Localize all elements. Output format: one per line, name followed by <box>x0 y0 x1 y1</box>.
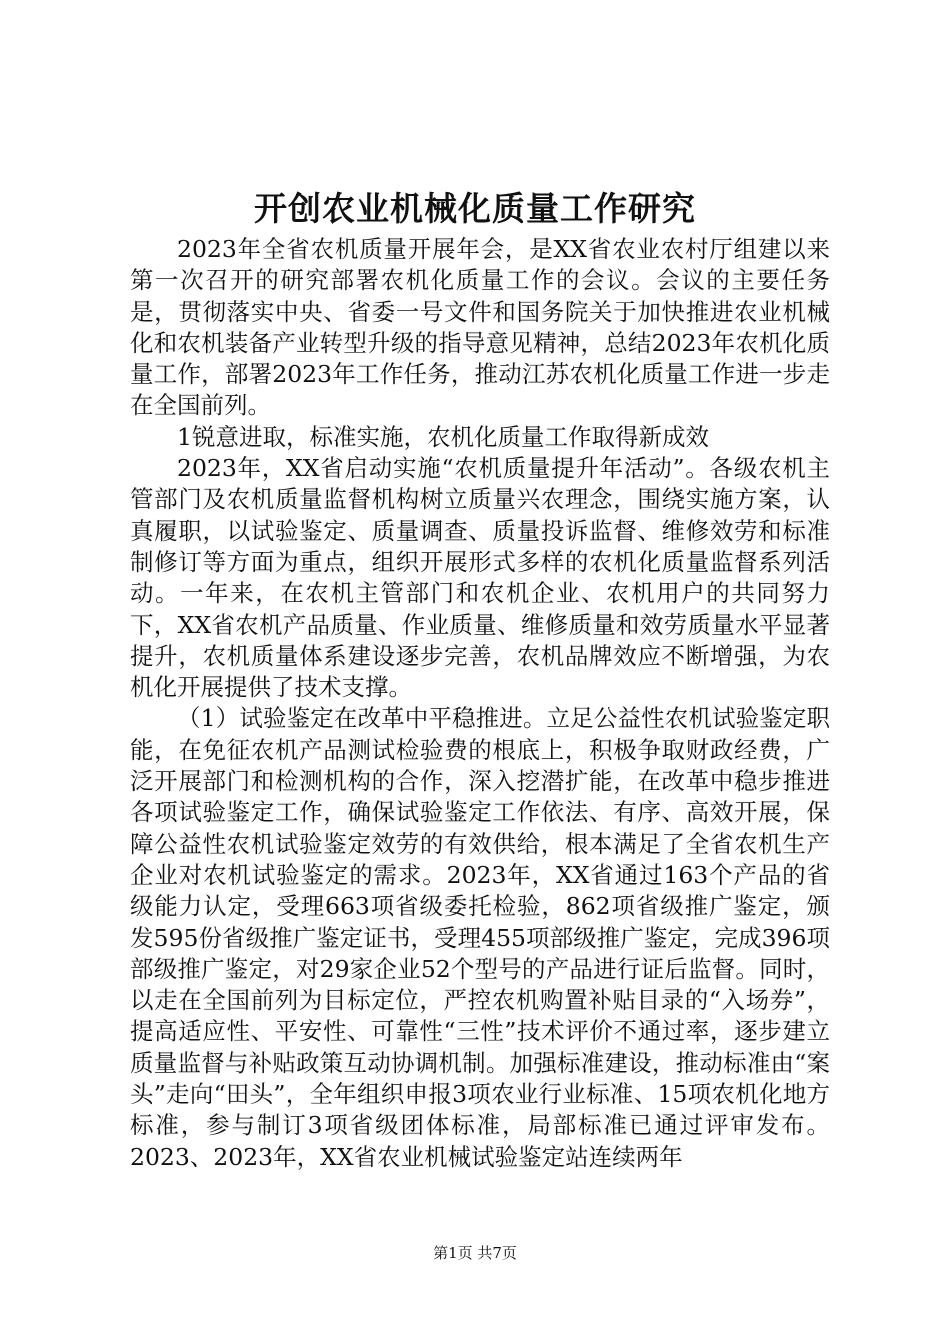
document-body <box>130 234 830 1173</box>
paragraph-testing-appraisal: （1）试验鉴定在改革中平稳推进。立足公益性农机试验鉴定职能，在免征农机产品测试检验费的根底上，积极争取财政经费，广泛开展部门和检测机构的合作，深入挖潜扩能，在改革中稳步推进各项试验鉴定工作，确保试验鉴定工作依法、有序、高效开展，保障公益性农机试验鉴定效劳的有效供给，根本满足了全省农机生产企业对农机试验鉴定的需求。2023年，XX省通过163个产品的省级能力认定，受理663项省级委托检验，862项省级推广鉴定，颁发595份省级推广鉴定证书，受理455项部级推广鉴定，完成396项部级推广鉴定，对29家企业52个型号的产品进行证后监督。同时，以走在全国前列为目标定位，严控农机购置补贴目录的“入场券”，提高适应性、平安性、可靠性“三性”技术评价不通过率，逐步建立质量监督与补贴政策互动协调机制。加强标准建设，推动标准由“案头”走向“田头”，全年组织申报3项农业行业标准、15项农机化地方标准，参与制订3项省级团体标准，局部标准已通过评审发布。2023、2023年，XX省农业机械试验鉴定站连续两年 <box>130 704 830 1171</box>
section-heading: 1锐意进取，标准实施，农机化质量工作取得新成效 <box>177 422 709 451</box>
paragraph-intro: 2023年全省农机质量开展年会，是XX省农业农村厅组建以来第一次召开的研究部署农机化质量工作的会议。会议的主要任务是，贯彻落实中央、省委一号文件和国务院关于加快推进农业机械化和农机装备产业转型升级的指导意见精神，总结2023年农机化质量工作，部署2023年工作任务，推动江苏农机化质量工作进一步走在全国前列。 <box>130 235 830 420</box>
page-number-footer: 第1页 共7页 <box>433 1244 517 1262</box>
paragraph-quality-year: 2023年，XX省启动实施“农机质量提升年活动”。各级农机主管部门及农机质量监督机构树立质量兴农理念，围绕实施方案，认真履职，以试验鉴定、质量调查、质量投诉监督、维修效劳和标准制修订等方面为重点，组织开展形式多样的农机化质量监督系列活动。一年来，在农机主管部门和农机企业、农机用户的共同努力下，XX省农机产品质量、作业质量、维修质量和效劳质量水平显著提升，农机质量体系建设逐步完善，农机品牌效应不断增强，为农机化开展提供了技术支撑。 <box>130 454 830 702</box>
document-title: 开创农业机械化质量工作研究 <box>254 189 696 228</box>
